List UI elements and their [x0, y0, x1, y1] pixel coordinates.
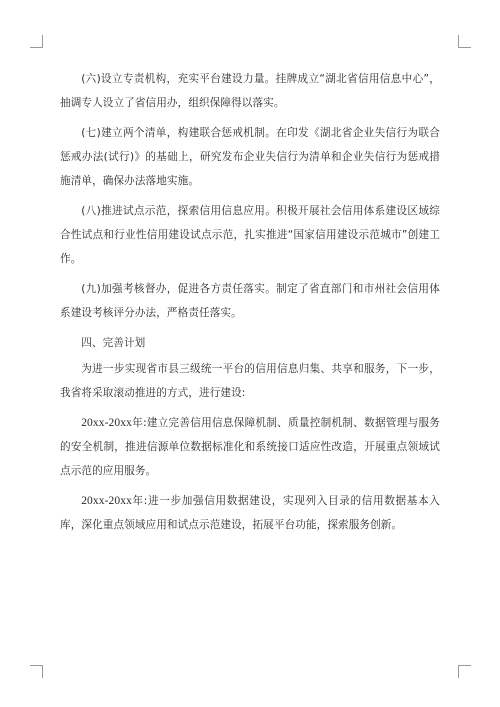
- crop-mark-top-left: [30, 35, 43, 48]
- plan-intro: 为进一步实现省市县三级统一平台的信用信息归集、共享和服务，下一步，我省将采取滚动推进的方式，进行建设:: [60, 363, 440, 399]
- document-body: [60, 67, 440, 543]
- plan-phase-one: [60, 411, 440, 483]
- plan-phase-two: [60, 489, 440, 537]
- paragraph-eight: (八)推进试点示范，探索信用信息应用。积极开展社会信用体系建设区域综合性试点和行业性信用建设试点示范，扎实推进“国家信用建设示范城市”创建工作。: [60, 205, 440, 265]
- plan-phase-two-years: 20xx-20xx: [81, 495, 132, 507]
- plan-phase-one-years: 20xx-20xx: [81, 417, 132, 429]
- plan-phase-one-text: 年:建立完善信用信息保障机制、质量控制机制、数据管理与服务的安全机制，推进信源单位数据标准化和系统接口适应性改造，开展重点领域试点示范的应用服务。: [60, 417, 440, 477]
- crop-mark-top-right: [458, 35, 471, 48]
- paragraph-seven: (七)建立两个清单，构建联合惩戒机制。在印发《湖北省企业失信行为联合惩戒办法(试行)》的基础上，研究发布企业失信行为清单和企业失信行为惩戒措施清单，确保办法落地实施。: [60, 127, 440, 187]
- plan-phase-two-text: 年:进一步加强信用数据建设，实现列入目录的信用数据基本入库，深化重点领域应用和试点示范建设，拓展平台功能，探索服务创新。: [60, 495, 440, 531]
- crop-mark-bottom-right: [458, 665, 471, 678]
- paragraph-six: (六)设立专责机构，充实平台建设力量。挂牌成立“湖北省信用信息中心”，抽调专人设立了省信用办，组织保障得以落实。: [60, 73, 440, 109]
- section-heading: 四、完善计划: [81, 337, 146, 349]
- paragraph-nine: (九)加强考核督办，促进各方责任落实。制定了省直部门和市州社会信用体系建设考核评分办法，严格责任落实。: [60, 283, 440, 319]
- crop-mark-bottom-left: [30, 665, 43, 678]
